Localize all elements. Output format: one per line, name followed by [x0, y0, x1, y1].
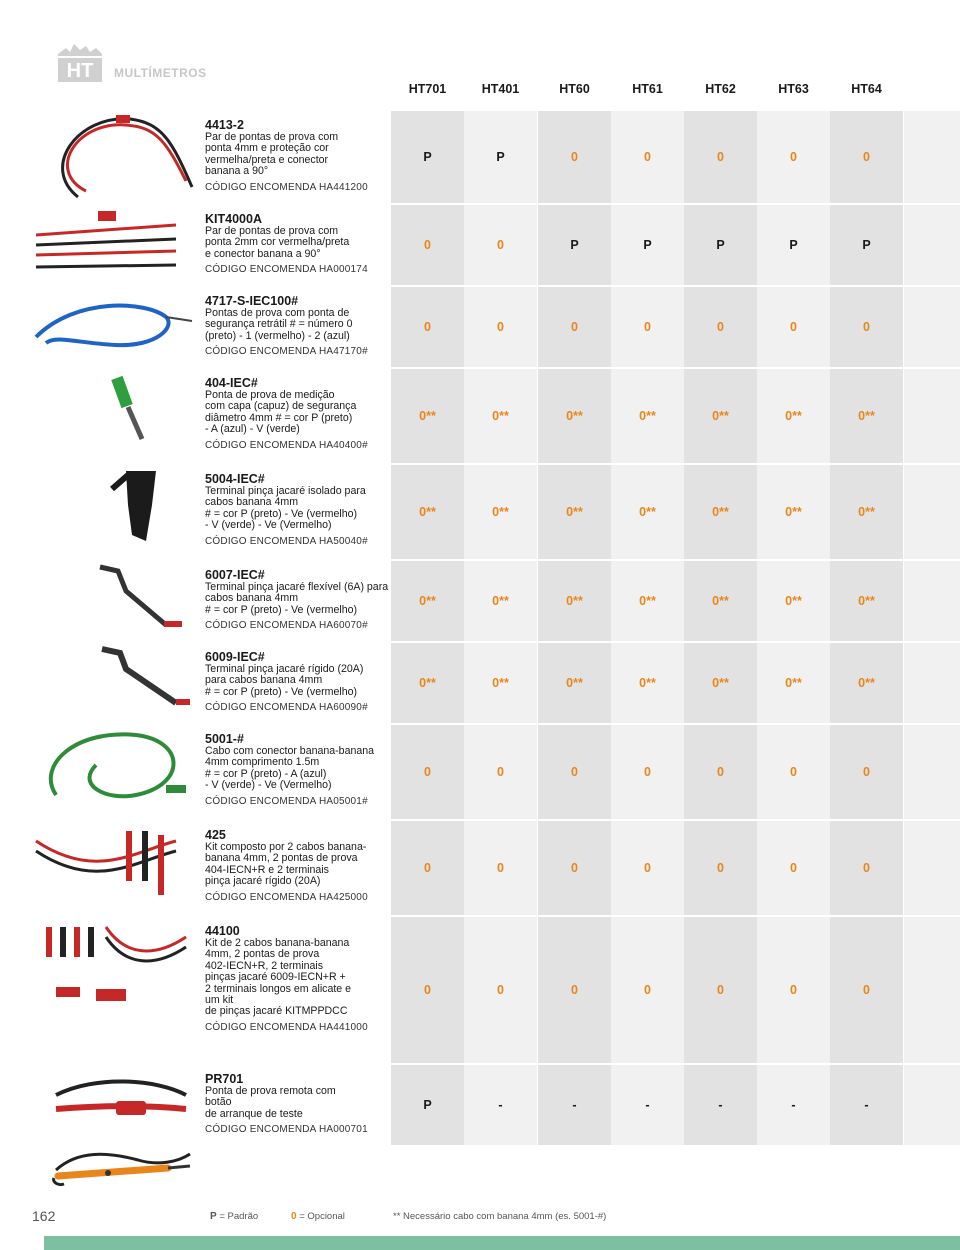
product-description: Ponta de prova de medição com capa (capuz) de segurança diâmetro 4mm # = cor P (preto) - A (azul) - V (verde) — [205, 389, 357, 436]
availability-cell: 0 — [391, 725, 464, 819]
product-description: Terminal pinça jacaré flexível (6A) para cabos banana 4mm # = cor P (preto) - Ve (vermelho) — [205, 581, 389, 616]
product-image — [16, 465, 196, 559]
product-code: 6007-IEC# — [205, 568, 265, 582]
availability-cell: 0 — [830, 111, 903, 203]
product-description: Terminal pinça jacaré isolado para cabos banana 4mm # = cor P (preto) - Ve (vermelho) - V (verde) - Ve (Vermelho) — [205, 485, 366, 532]
column-header: HT401 — [481, 82, 520, 96]
product-image — [16, 725, 196, 819]
product-image — [16, 205, 196, 285]
order-code: CÓDIGO ENCOMENDA HA47170# — [205, 346, 368, 358]
availability-cell: 0** — [611, 561, 684, 641]
availability-cell: - — [464, 1065, 537, 1145]
availability-cell: - — [684, 1065, 757, 1145]
availability-cell: 0** — [611, 369, 684, 463]
availability-cell: 0 — [538, 821, 611, 915]
availability-cell: 0** — [830, 643, 903, 723]
product-description-cell — [197, 725, 391, 819]
column-headers — [0, 82, 960, 102]
product-description-cell — [197, 369, 391, 463]
availability-cell: 0** — [611, 643, 684, 723]
order-code: CÓDIGO ENCOMENDA HA000174 — [205, 264, 368, 276]
product-image — [16, 287, 196, 367]
product-image — [16, 111, 196, 203]
availability-cell: 0** — [684, 643, 757, 723]
availability-cell: 0** — [611, 465, 684, 559]
availability-cell: P — [830, 205, 903, 285]
availability-cell: 0** — [684, 369, 757, 463]
availability-cell: P — [757, 205, 830, 285]
order-code: CÓDIGO ENCOMENDA HA50040# — [205, 535, 368, 547]
column-header: HT61 — [632, 82, 663, 96]
remote-probe-image — [48, 1140, 196, 1190]
product-code: 4717-S-IEC100# — [205, 294, 299, 308]
product-description-cell — [197, 287, 391, 367]
product-description: Par de pontas de prova com ponta 4mm e proteção cor vermelha/preta e conector banana a 90° — [205, 131, 339, 178]
availability-cell: 0 — [391, 205, 464, 285]
footer-bar — [44, 1236, 960, 1250]
product-description-cell — [197, 465, 391, 559]
availability-cell: 0 — [757, 725, 830, 819]
product-description: Ponta de prova remota com botão de arranque de teste — [205, 1085, 336, 1120]
table-row — [0, 111, 960, 205]
table-row — [0, 561, 960, 643]
order-code: CÓDIGO ENCOMENDA HA60070# — [205, 620, 368, 632]
availability-cell: 0 — [464, 287, 537, 367]
column-header: HT701 — [408, 82, 447, 96]
availability-cell: 0 — [464, 917, 537, 1063]
availability-cell: 0** — [684, 561, 757, 641]
table-row — [0, 1065, 960, 1147]
order-code: CÓDIGO ENCOMENDA HA40400# — [205, 439, 368, 451]
product-image — [16, 369, 196, 463]
order-code: CÓDIGO ENCOMENDA HA425000 — [205, 891, 368, 903]
product-description: Kit de 2 cabos banana-banana 4mm, 2 pontas de prova 402-IECN+R, 2 terminais pinças jacaré 6009-IECN+R + 2 terminais longos em alicate e um kit de pinças jacaré KITMPPDCC — [205, 937, 352, 1018]
row-tail — [904, 465, 960, 559]
availability-cell: 0** — [464, 643, 537, 723]
table-row — [0, 205, 960, 287]
product-code: 44100 — [205, 924, 240, 938]
row-tail — [904, 287, 960, 367]
availability-cell: 0 — [464, 205, 537, 285]
legend-optional — [291, 1211, 345, 1222]
availability-cell: 0** — [538, 465, 611, 559]
availability-cell: 0 — [611, 287, 684, 367]
product-code: KIT4000A — [205, 212, 262, 226]
availability-cell: 0 — [684, 111, 757, 203]
product-description: Pontas de prova com ponta de segurança retrátil # = número 0 (preto) - 1 (vermelho) - 2 (azul) — [205, 307, 353, 342]
availability-cell: 0** — [391, 643, 464, 723]
row-tail — [904, 643, 960, 723]
product-description-cell — [197, 205, 391, 285]
row-tail — [904, 369, 960, 463]
availability-cell: 0** — [538, 561, 611, 641]
legend-p-symbol: P — [210, 1211, 217, 1222]
product-code: 5004-IEC# — [205, 472, 265, 486]
availability-cell: 0** — [684, 465, 757, 559]
availability-cell: 0** — [391, 561, 464, 641]
availability-cell: - — [538, 1065, 611, 1145]
row-tail — [904, 561, 960, 641]
product-image — [16, 1065, 196, 1145]
availability-cell: 0** — [391, 465, 464, 559]
availability-cell: 0** — [757, 369, 830, 463]
table-row — [0, 725, 960, 821]
availability-cell: 0 — [830, 287, 903, 367]
column-header: HT60 — [559, 82, 590, 96]
availability-cell: 0** — [464, 561, 537, 641]
legend-o-symbol: 0 — [291, 1211, 297, 1222]
row-tail — [904, 111, 960, 203]
table-row — [0, 465, 960, 561]
availability-cell: P — [391, 111, 464, 203]
row-tail — [904, 821, 960, 915]
availability-cell: 0** — [830, 369, 903, 463]
product-description-cell — [197, 917, 391, 1063]
availability-cell: - — [757, 1065, 830, 1145]
availability-cell: 0 — [538, 287, 611, 367]
product-code: 6009-IEC# — [205, 650, 265, 664]
availability-cell: 0 — [611, 111, 684, 203]
legend-standard — [210, 1211, 258, 1222]
product-code: 404-IEC# — [205, 376, 258, 390]
availability-cell: 0 — [830, 821, 903, 915]
product-description: Cabo com conector banana-banana 4mm comprimento 1.5m # = cor P (preto) - A (azul) - V (verde) - Ve (Vermelho) — [205, 745, 375, 792]
availability-cell: 0 — [757, 821, 830, 915]
table-row — [0, 369, 960, 465]
row-tail — [904, 917, 960, 1063]
availability-cell: 0** — [830, 465, 903, 559]
legend-p-text: = Padrão — [219, 1211, 259, 1222]
availability-cell: P — [464, 111, 537, 203]
availability-cell: 0 — [538, 725, 611, 819]
row-tail — [904, 725, 960, 819]
product-description: Par de pontas de prova com ponta 2mm cor vermelha/preta e conector banana a 90° — [205, 225, 350, 260]
availability-cell: 0 — [391, 821, 464, 915]
availability-cell: 0** — [538, 643, 611, 723]
availability-cell: 0 — [538, 917, 611, 1063]
product-image — [16, 821, 196, 915]
availability-cell: 0 — [391, 917, 464, 1063]
availability-cell: 0 — [684, 917, 757, 1063]
availability-cell: 0 — [757, 111, 830, 203]
product-code: 5001-# — [205, 732, 244, 746]
product-image — [16, 561, 196, 641]
availability-cell: 0 — [830, 725, 903, 819]
product-code: 4413-2 — [205, 118, 244, 132]
availability-cell: - — [611, 1065, 684, 1145]
ht-logo — [56, 40, 104, 84]
availability-cell: 0 — [611, 821, 684, 915]
availability-cell: 0** — [391, 369, 464, 463]
availability-cell: 0 — [464, 725, 537, 819]
product-description-cell — [197, 1065, 391, 1145]
product-description-cell — [197, 111, 391, 203]
availability-cell: 0** — [830, 561, 903, 641]
table-row — [0, 643, 960, 725]
availability-cell: 0 — [830, 917, 903, 1063]
availability-cell: 0 — [611, 725, 684, 819]
product-code: PR701 — [205, 1072, 244, 1086]
table-row — [0, 287, 960, 369]
product-description-cell — [197, 821, 391, 915]
availability-cell: 0** — [757, 561, 830, 641]
order-code: CÓDIGO ENCOMENDA HA000701 — [205, 1124, 368, 1136]
table-row — [0, 821, 960, 917]
order-code: CÓDIGO ENCOMENDA HA05001# — [205, 795, 368, 807]
table-row — [0, 917, 960, 1065]
order-code: CÓDIGO ENCOMENDA HA441200 — [205, 181, 368, 193]
product-image — [16, 643, 196, 723]
availability-cell: 0** — [757, 643, 830, 723]
availability-cell: 0 — [684, 725, 757, 819]
product-description: Terminal pinça jacaré rígido (20A) para cabos banana 4mm # = cor P (preto) - Ve (vermelho) — [205, 663, 364, 698]
svg-text:HT: HT — [66, 60, 94, 82]
availability-cell: - — [830, 1065, 903, 1145]
legend-note: ** Necessário cabo com banana 4mm (es. 5001-#) — [393, 1211, 607, 1222]
availability-cell: 0 — [611, 917, 684, 1063]
product-description-cell — [197, 643, 391, 723]
column-header: HT63 — [778, 82, 809, 96]
column-header: HT62 — [705, 82, 736, 96]
availability-cell: 0 — [757, 917, 830, 1063]
legend-o-text: = Opcional — [299, 1211, 345, 1222]
product-description-cell — [197, 561, 391, 641]
section-title: MULTÍMETROS — [114, 66, 207, 80]
availability-cell: 0 — [684, 821, 757, 915]
availability-cell: 0 — [538, 111, 611, 203]
product-image — [16, 917, 196, 1063]
availability-cell: P — [684, 205, 757, 285]
availability-cell: 0 — [757, 287, 830, 367]
availability-cell: 0** — [464, 369, 537, 463]
product-code: 425 — [205, 828, 226, 842]
availability-cell: P — [391, 1065, 464, 1145]
availability-cell: 0 — [684, 287, 757, 367]
availability-cell: 0** — [538, 369, 611, 463]
order-code: CÓDIGO ENCOMENDA HA60090# — [205, 702, 368, 714]
availability-cell: 0 — [391, 287, 464, 367]
availability-cell: P — [538, 205, 611, 285]
row-tail — [904, 205, 960, 285]
row-tail — [904, 1065, 960, 1145]
availability-cell: 0** — [464, 465, 537, 559]
availability-cell: 0 — [464, 821, 537, 915]
page-number: 162 — [32, 1208, 56, 1224]
column-header: HT64 — [851, 82, 882, 96]
availability-cell: P — [611, 205, 684, 285]
product-description: Kit composto por 2 cabos banana- banana 4mm, 2 pontas de prova 404-IECN+R e 2 terminais pinça jacaré rígido (20A) — [205, 841, 367, 888]
availability-cell: 0** — [757, 465, 830, 559]
order-code: CÓDIGO ENCOMENDA HA441000 — [205, 1021, 368, 1033]
